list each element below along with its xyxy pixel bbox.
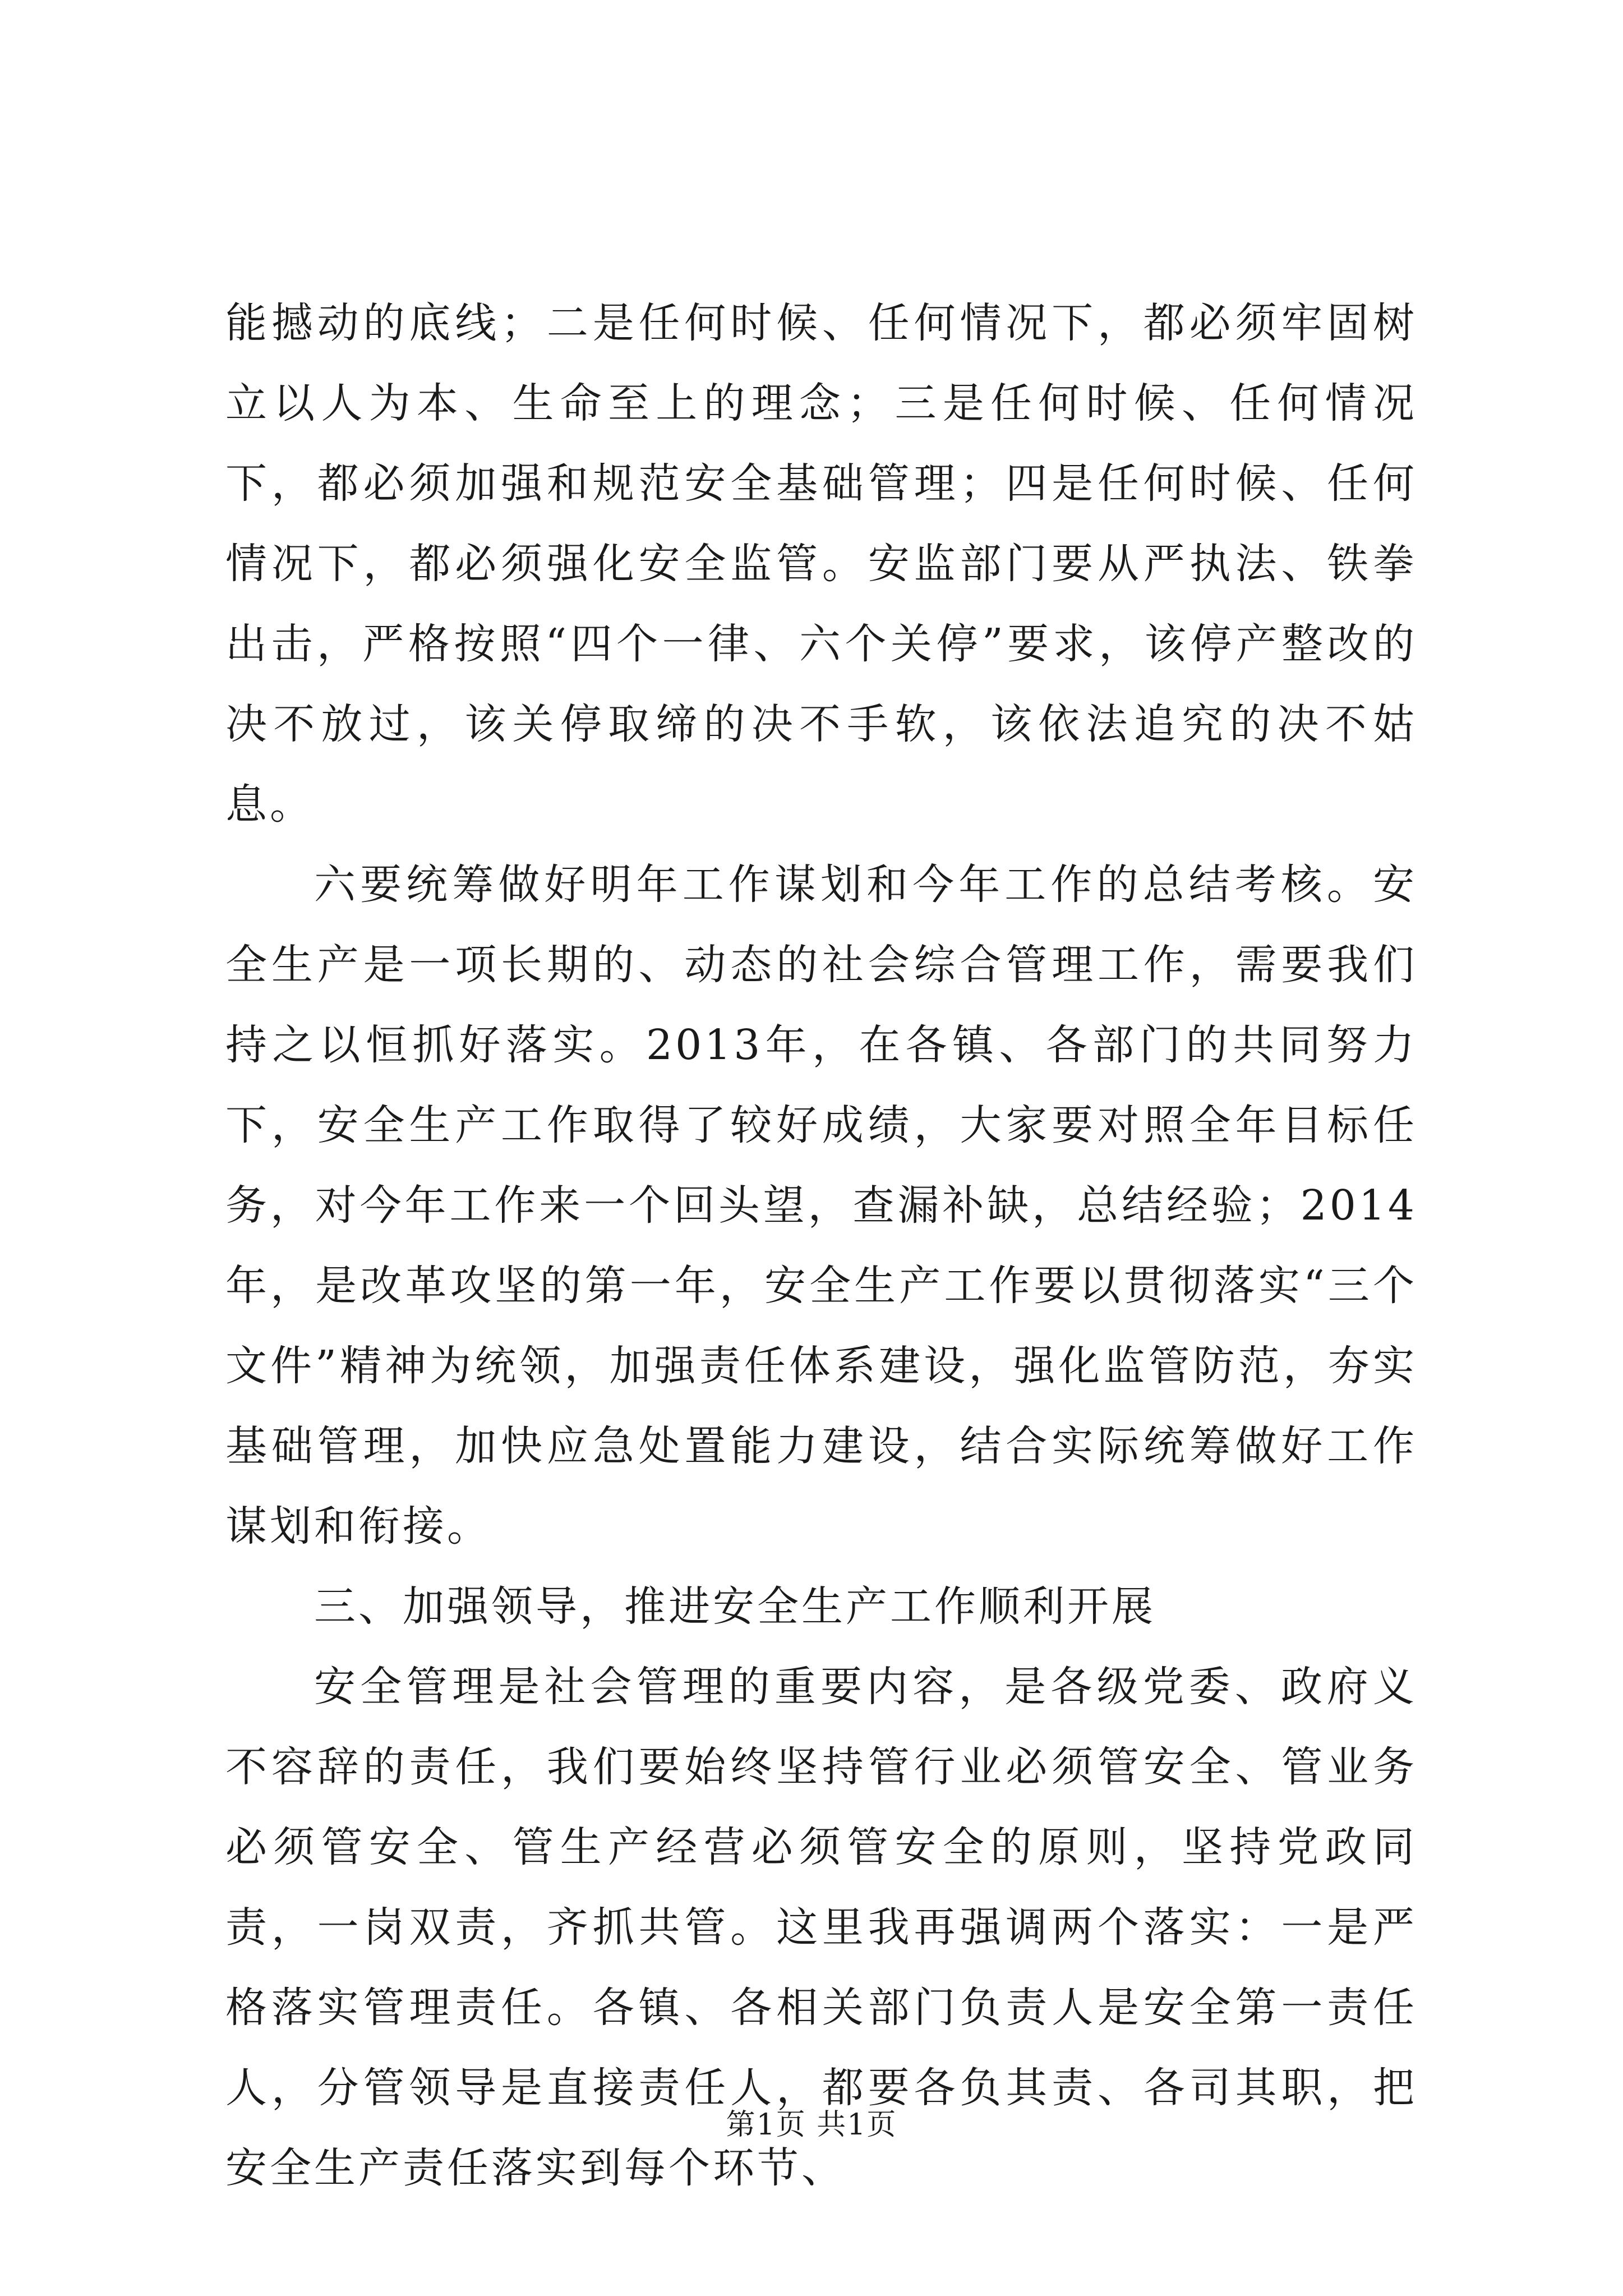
section-heading: 三、加强领导，推进安全生产工作顺利开展 (314, 1582, 1156, 1631)
paragraph-continued: 能撼动的底线；二是任何时候、任何情况下，都必须牢固树立以人为本、生命至上的理念；三是任何时候、任何情况下，都必须加强和规范安全基础管理；四是任何时候、任何情况下，都必须强化安全监管。安监部门要从严执法、铁拳出击，严格按照“四个一律、六个关停”要求，该停产整改的决不放过，该关停取缔的决不手软，该依法追究的决不姑息。 (225, 299, 1417, 829)
document-body (225, 283, 1417, 2208)
page-footer: 第1页 共1页 (726, 2108, 897, 2142)
paragraph-item-six: 六要统筹做好明年工作谋划和今年工作的总结考核。安全生产是一项长期的、动态的社会综合管理工作，需要我们持之以恒抓好落实。2013年，在各镇、各部门的共同努力下，安全生产工作取得了较好成绩，大家要对照全年目标任务，对今年工作来一个回头望，查漏补缺，总结经验；2014年，是改革攻坚的第一年，安全生产工作要以贯彻落实“三个文件”精神为统领，加强责任体系建设，强化监管防范，夯实基础管理，加快应急处置能力建设，结合实际统筹做好工作谋划和衔接。 (225, 861, 1417, 1550)
paragraph-leadership: 安全管理是社会管理的重要内容，是各级党委、政府义不容辞的责任，我们要始终坚持管行业必须管安全、管业务必须管安全、管生产经营必须管安全的原则，坚持党政同责，一岗双责，齐抓共管。这里我再强调两个落实：一是严格落实管理责任。各镇、各相关部门负责人是安全第一责任人，分管领导是直接责任人，都要各负其责、各司其职，把安全生产责任落实到每个环节、 (225, 1663, 1417, 2192)
